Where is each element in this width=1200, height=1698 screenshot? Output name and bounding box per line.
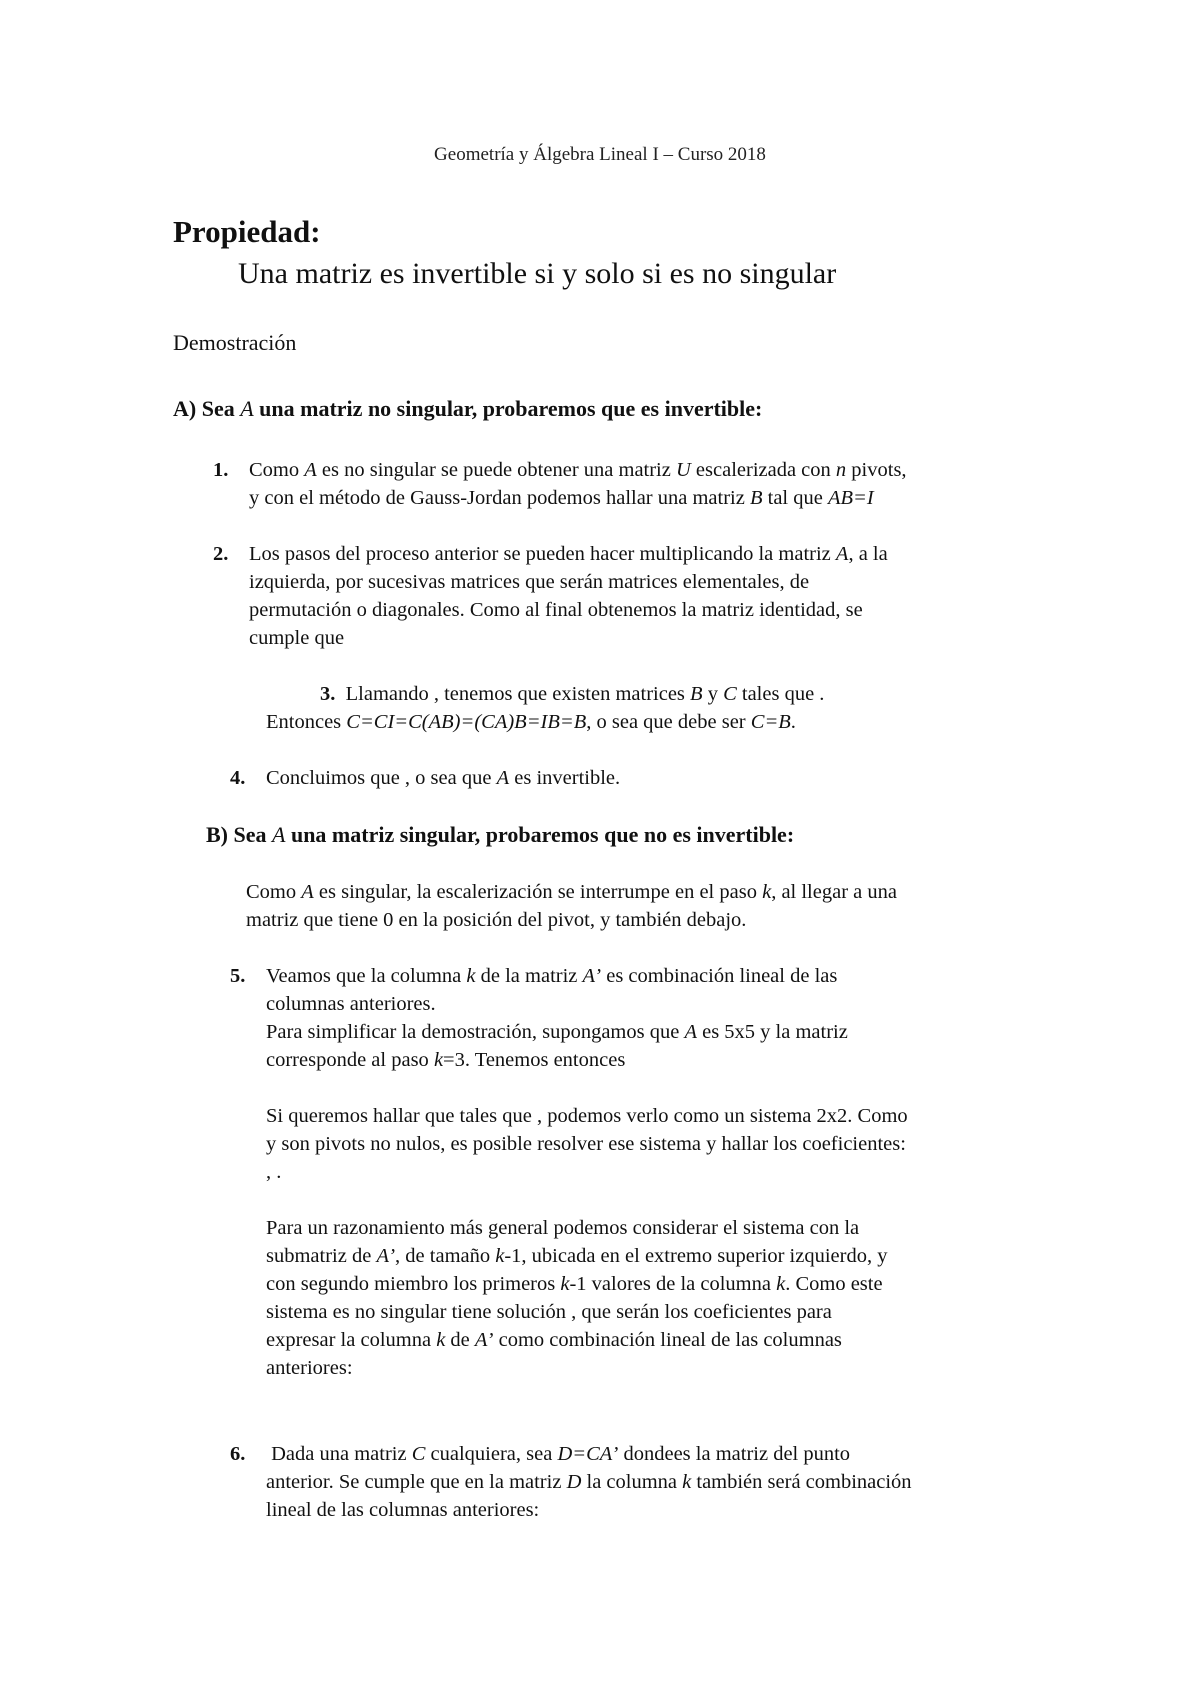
item-number: 6. — [230, 1443, 246, 1465]
property-statement: Una matriz es invertible si y solo si es no singular — [238, 257, 837, 290]
section-a-heading: A) Sea A una matriz no singular, probaremos que es invertible: — [173, 396, 763, 421]
page-header: Geometría y Álgebra Lineal I – Curso 2018 — [434, 144, 766, 165]
list-item-4: 4. Concluimos que , o sea que A es invertible. — [230, 764, 620, 792]
list-item-1: 1. Como A es no singular se puede obtener una matriz U escalerizada con n pivots, y con el método de Gauss-Jordan podemos hallar una matriz B tal que AB=I — [213, 456, 907, 512]
item-number: 1. — [213, 459, 229, 481]
list-item-3: 3. Llamando , tenemos que existen matrices B y C tales que . Entonces C=CI=C(AB)=(CA)B=IB=B, o sea que debe ser C=B. — [266, 683, 825, 733]
section-b-marker: B) — [206, 822, 228, 847]
property-title: Propiedad: — [173, 214, 321, 249]
demonstration-label: Demostración — [173, 330, 297, 355]
section-b-heading: B) Sea A una matriz singular, probaremos que no es invertible: — [206, 822, 795, 847]
list-item-2: 2. Los pasos del proceso anterior se pueden hacer multiplicando la matriz A, a la izquierda, por sucesivas matrices que serán matrices elementales, de permutación o diagonales. Como al final obtenemos la matriz identidad, se cumple que — [213, 540, 888, 652]
item-number: 4. — [230, 767, 246, 789]
item-number: 5. — [230, 965, 246, 987]
section-a-marker: A) — [173, 396, 197, 421]
item-number: 2. — [213, 543, 229, 565]
section-b-intro: Como A es singular, la escalerización se interrumpe en el paso k, al llegar a una matriz que tiene 0 en la posición del pivot, y también debajo. — [246, 881, 897, 931]
list-item-6: 6. Dada una matriz C cualquiera, sea D=CA’ dondees la matriz del punto anterior. Se cumple que en la matriz D la columna k también será combinación lineal de las columnas anteriores: — [230, 1440, 912, 1524]
list-item-5: 5. Veamos que la columna k de la matriz A’ es combinación lineal de las columnas anteriores. Para simplificar la demostración, supongamos que A es 5x5 y la matriz corresponde al paso k=3. Tenemos entonces Si queremos hallar que tales que , podemos verlo como un sistema 2x2. Como y son pivots no nulos, es posible resolver ese sistema y hallar los coeficientes: , . Para un razonamiento más general podemos considerar el sistema con la submatriz de A’, de tamaño k-1, ubicada en el extremo superior izquierdo, y con segundo miembro los primeros k-1 valores de la columna k. Como este sistema es no singular tiene solución , que serán los coeficientes para expresar la columna k de A’ como combinación lineal de las columnas anteriores: — [230, 962, 908, 1382]
item-number: 3. — [320, 683, 336, 705]
